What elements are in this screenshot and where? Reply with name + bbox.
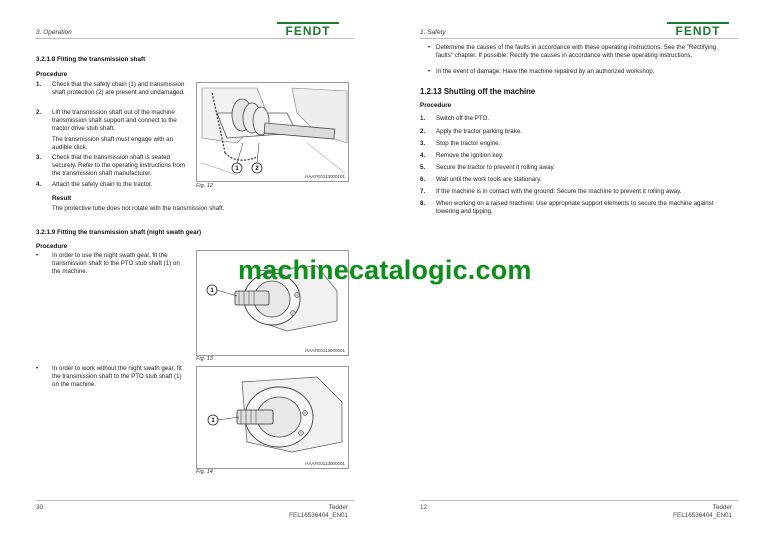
right-page: 1. Safety FENDT • Determine the causes of the faults in accordance with these operating instructions. See the "Rectifying faults" chapter. If possible: Rectify the causes in accordance with these operating instructions. • In the event of damage: Have the machine repaired by an authorized workshop. 1.2.13 Shutting off the machine Procedure 1. Switch off the PTO. 2. Apply the tractor parking brake. 3. Stop the tractor engine. 4. Remove the ignition key. 5. Secure the tractor to prevent it rolling away. 6. Wait until the work tools are stationary. 7. If the machine is in contact with the ground: Secure the machine to prevent it rolling away. 8. When working on a raised machine: Use appropriate support elements to secure the machine against lowering and tipping. 12 Tedder FEL16536404_EN01	[384, 0, 768, 543]
figure-code: HAAFE0113000101	[305, 174, 345, 179]
figure-label: Fig. 14	[196, 469, 213, 475]
section-title: 1.2.13 Shutting off the machine	[420, 87, 536, 96]
left-page: 3. Operation FENDT 3.2.1.8 Fitting the transmission shaft Procedure 1. Check that the safety chain (1) and transmission shaft protection (2) are present and undamaged. 2. Lift the transmission shaft out of the machine transmission shaft support and connect to the tractor drive stub shaft. The transmission shaft must engage with an audible click. 3. Check that the transmission shaft is seated securely. Refer to the operating instructions from the transmission shaft manufacturer. 4. Attach the safety chain to the tractor. Result The protective tube does not rotate with the transmission shaft. 1 2 HAAFE0113000101 Fig. 12 3.2.1.9 Fitting the transmission shaft (night swath gear) Procedure • In order to use the night swath gear, fit the transmission shaft to the PTO stub shaft (1) on the machine. 1 HAAFE0113000001 Fig. 13 • In order to work without the night swath gear, fit the transmission shaft to the PTO stub shaft (1) on the machine. 1 HAAFE0113000001 Fig. 14 30 Tedder FEL16536404_EN01	[0, 0, 384, 543]
footer-rule	[36, 500, 354, 501]
fendt-logo	[667, 22, 729, 36]
figure-code: HAAFE0113000001	[305, 348, 345, 353]
watermark: machinecatalogic.com	[238, 255, 532, 285]
fendt-logo	[277, 22, 339, 36]
logo-text: FENDT	[675, 24, 721, 36]
result-label: Result	[52, 195, 72, 202]
section-title: 3.2.1.8 Fitting the transmission shaft	[36, 56, 146, 63]
result-text: The protective tube does not rotate with the transmission shaft.	[52, 205, 225, 212]
footer-product: Tedder	[328, 504, 348, 511]
procedure-label: Procedure	[36, 243, 68, 250]
figure-transmission-shaft	[196, 82, 349, 182]
header-rule	[420, 38, 738, 39]
chapter-header: 3. Operation	[36, 29, 72, 36]
transmission-shaft-illustration	[197, 83, 348, 181]
figure-label: Fig. 13	[196, 356, 213, 362]
footer-product: Tedder	[712, 504, 732, 511]
svg-text:1: 1	[210, 288, 214, 294]
section-title: 3.2.1.9 Fitting the transmission shaft (night swath gear)	[36, 229, 202, 236]
chapter-header: 1. Safety	[420, 29, 446, 36]
footer-rule	[420, 500, 738, 501]
figure-label: Fig. 12	[196, 183, 213, 189]
svg-text:2: 2	[255, 166, 259, 172]
procedure-label: Procedure	[420, 102, 452, 109]
pto-stub-shaft-alt-illustration	[197, 367, 348, 468]
footer-doc-id: FEL16536404_EN01	[673, 512, 732, 519]
svg-text:1: 1	[235, 166, 239, 172]
logo-text: FENDT	[285, 24, 331, 36]
header-rule	[36, 38, 354, 39]
svg-text:1: 1	[211, 418, 215, 424]
figure-code: HAAFE0113000001	[305, 461, 345, 466]
figure-pto-stub-shaft-alt	[196, 366, 349, 469]
procedure-label: Procedure	[36, 71, 68, 78]
page-number: 12	[420, 504, 428, 511]
footer-doc-id: FEL16536404_EN01	[289, 512, 348, 519]
page-number: 30	[36, 504, 44, 511]
